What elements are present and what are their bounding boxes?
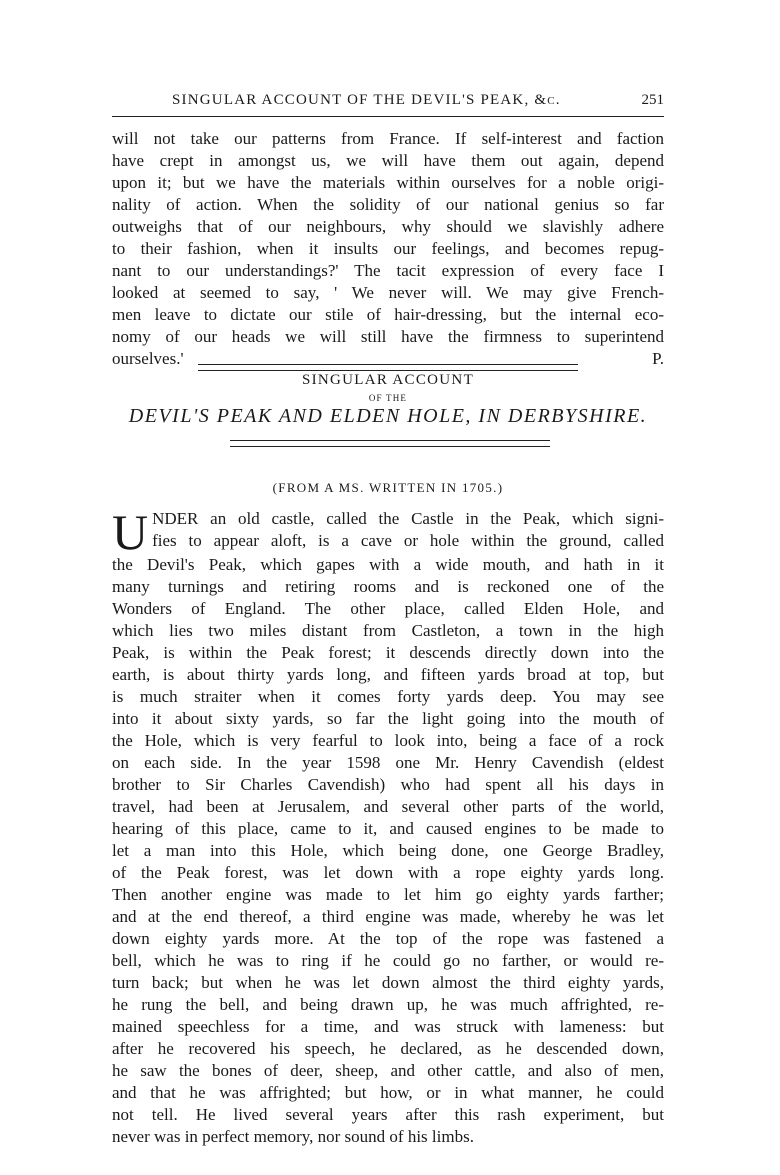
text-line: have crept in amongst us, we will have them out again, depend bbox=[112, 151, 664, 170]
title-line-2: OF THE bbox=[368, 393, 408, 403]
text-line: Then another engine was made to let him go eighty yards farther; bbox=[112, 885, 664, 904]
article-body bbox=[112, 504, 664, 1148]
text-line: will not take our patterns from France. If self-interest and faction bbox=[112, 129, 664, 148]
running-head bbox=[112, 92, 664, 114]
text-line: down eighty yards more. At the top of the rope was fastened a bbox=[112, 929, 664, 948]
text-line: the Devil's Peak, which gapes with a wide mouth, and hath in it bbox=[112, 555, 664, 574]
signature: P. bbox=[652, 349, 664, 368]
text-line: mained speechless for a time, and was struck with lameness: but bbox=[112, 1017, 664, 1036]
drop-cap: U bbox=[112, 504, 149, 560]
text-line: not tell. He lived several years after this rash experiment, but bbox=[112, 1105, 664, 1124]
text-line: he rung the bell, and being drawn up, he was much affrighted, re- bbox=[112, 995, 664, 1014]
text-line: travel, had been at Jerusalem, and several other parts of the world, bbox=[112, 797, 664, 816]
text-line: and that he was affrighted; but how, or in what manner, he could bbox=[112, 1083, 664, 1102]
text-line: of the Peak forest, was let down with a rope eighty yards long. bbox=[112, 863, 664, 882]
text-line: on each side. In the year 1598 one Mr. Henry Cavendish (eldest bbox=[112, 753, 664, 772]
running-head-title: SINGULAR ACCOUNT OF THE DEVIL'S PEAK, &c. bbox=[172, 92, 561, 108]
text-line: fies to appear aloft, is a cave or hole within the ground, called bbox=[152, 531, 664, 550]
text-line: nomy of our heads we will still have the firmness to superintend bbox=[112, 327, 664, 346]
text-line: to their fashion, when it insults our feelings, and becomes repug- bbox=[112, 239, 664, 258]
text-line: he saw the bones of deer, sheep, and other cattle, and also of men, bbox=[112, 1061, 664, 1080]
text-line: hearing of this place, came to it, and caused engines to be made to bbox=[112, 819, 664, 838]
text-line: ourselves.' bbox=[112, 349, 184, 368]
text-line: after he recovered his speech, he declared, as he descended down, bbox=[112, 1039, 664, 1058]
text-line: earth, is about thirty yards long, and fifteen yards broad at top, but bbox=[112, 665, 664, 684]
previous-article-ending bbox=[112, 128, 664, 370]
header-rule bbox=[112, 116, 664, 117]
text-line: let a man into this Hole, which being done, one George Bradley, bbox=[112, 841, 664, 860]
title-divider bbox=[230, 440, 550, 447]
title-line-3: DEVIL'S PEAK AND ELDEN HOLE, IN DERBYSHIRE. bbox=[128, 405, 648, 427]
text-line: men leave to dictate our stile of hair-dressing, but the internal eco- bbox=[112, 305, 664, 324]
page-number: 251 bbox=[641, 92, 664, 108]
text-line: bell, which he was to ring if he could go no farther, or would re- bbox=[112, 951, 664, 970]
text-line: brother to Sir Charles Cavendish) who had spent all his days in bbox=[112, 775, 664, 794]
text-line: nality of action. When the solidity of our national genius so far bbox=[112, 195, 664, 214]
text-line: nant to our understandings?' The tacit expression of every face I bbox=[112, 261, 664, 280]
text-line: the Hole, which is very fearful to look into, being a face of a rock bbox=[112, 731, 664, 750]
text-line: upon it; but we have the materials within ourselves for a noble origi- bbox=[112, 173, 664, 192]
text-line: Peak, is within the Peak forest; it descends directly down into the bbox=[112, 643, 664, 662]
text-line: never was in perfect memory, nor sound of his limbs. bbox=[112, 1127, 474, 1146]
text-line: looked at seemed to say, ' We never will. We may give French- bbox=[112, 283, 664, 302]
text-line: is much straiter when it comes forty yards deep. You may see bbox=[112, 687, 664, 706]
article-title bbox=[112, 372, 664, 428]
text-line: into it about sixty yards, so far the light going into the mouth of bbox=[112, 709, 664, 728]
section-divider bbox=[198, 364, 578, 371]
source-note: (FROM A MS. WRITTEN IN 1705.) bbox=[272, 480, 504, 495]
text-line: and at the end thereof, a third engine was made, whereby he was let bbox=[112, 907, 664, 926]
text-line: NDER an old castle, called the Castle in the Peak, which signi- bbox=[152, 509, 664, 528]
text-line: turn back; but when he was let down almost the third eighty yards, bbox=[112, 973, 664, 992]
text-line: outweighs that of our neighbours, why should we slavishly adhere bbox=[112, 217, 664, 236]
title-line-1: SINGULAR ACCOUNT bbox=[301, 372, 475, 388]
text-line: Wonders of England. The other place, called Elden Hole, and bbox=[112, 599, 664, 618]
text-line: which lies two miles distant from Castleton, a town in the high bbox=[112, 621, 664, 640]
text-line: many turnings and retiring rooms and is reckoned one of the bbox=[112, 577, 664, 596]
